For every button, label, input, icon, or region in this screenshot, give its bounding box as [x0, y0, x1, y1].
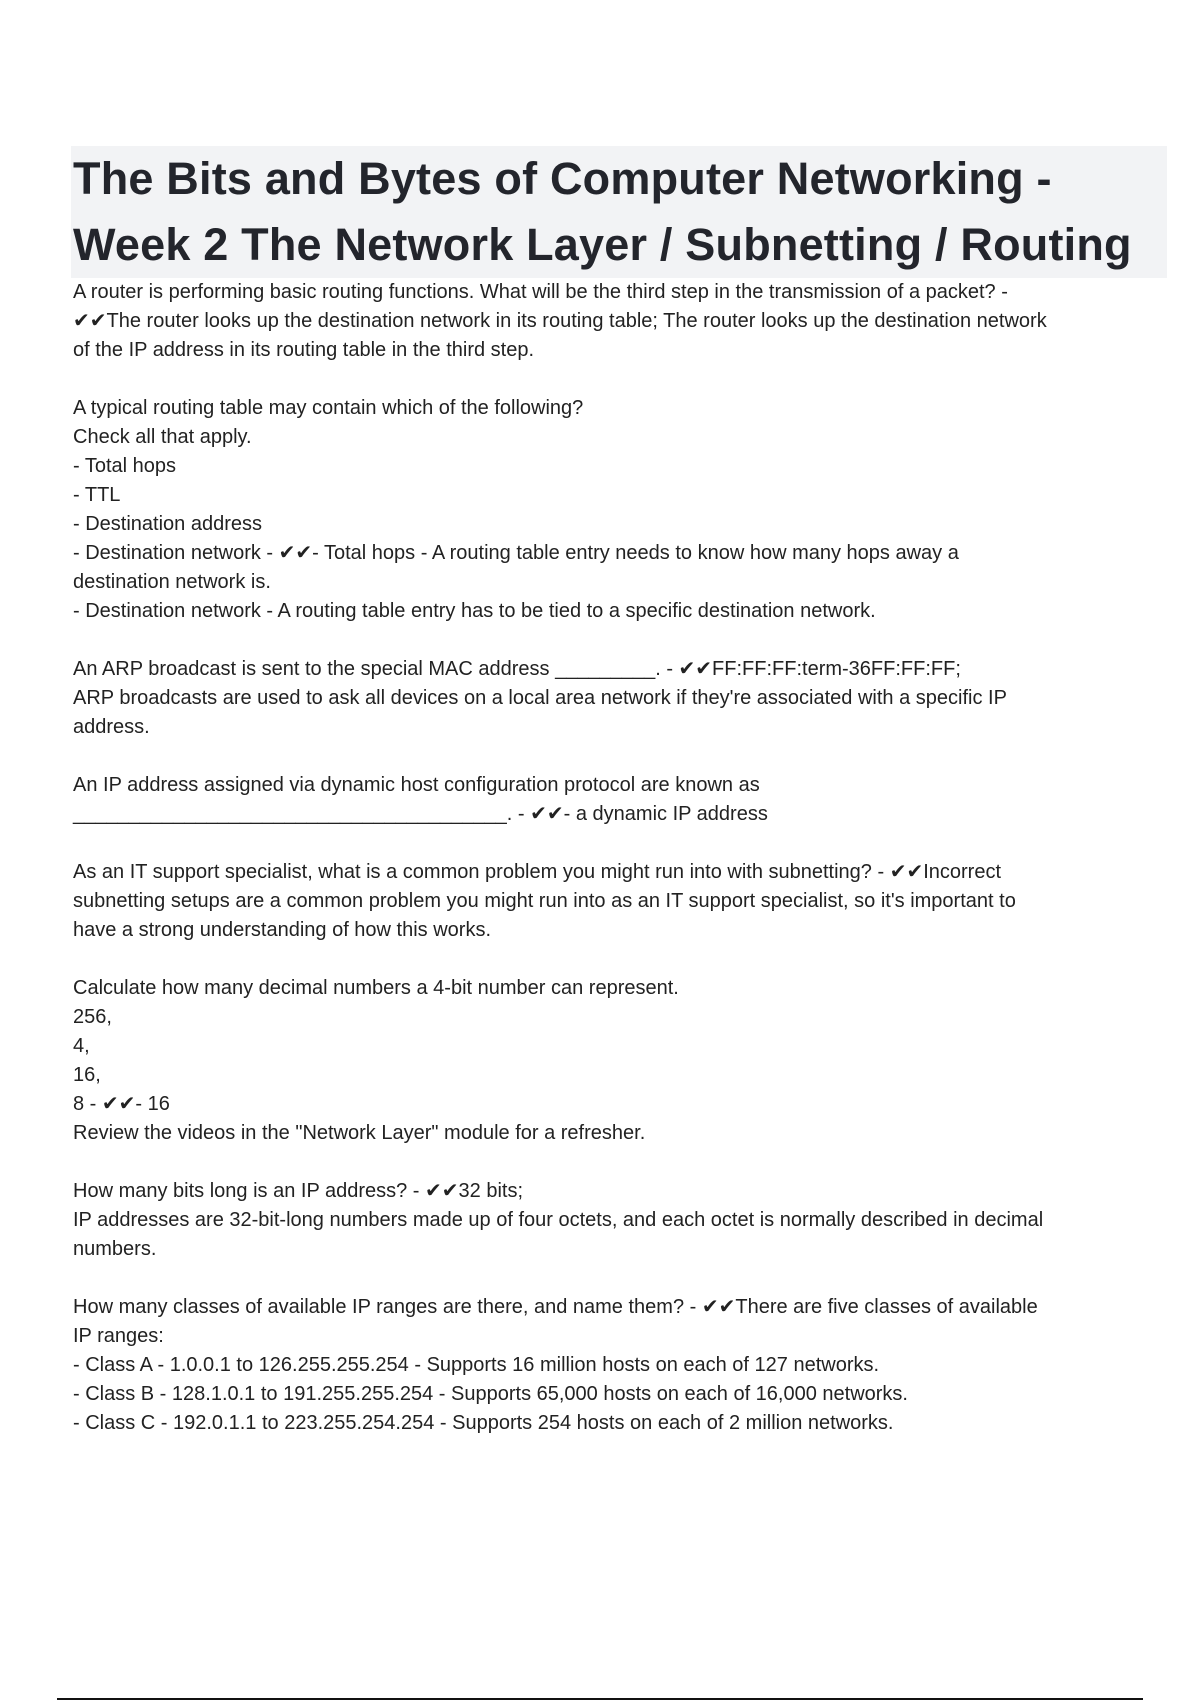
answer-text: address. — [73, 716, 150, 738]
answer-text: destination network is. — [73, 571, 271, 593]
question-text: How many bits long is an IP address? - ✔✔32 bits; — [73, 1180, 524, 1202]
qa-item-dhcp — [73, 771, 1165, 829]
title-block — [71, 146, 1167, 278]
option-text: 256, — [73, 1006, 112, 1028]
answer-text: ✔✔The router looks up the destination network in its routing table; The router looks up the destination network — [73, 310, 1047, 332]
answer-text: ARP broadcasts are used to ask all devices on a local area network if they're associated with a specific IP — [73, 687, 1007, 709]
answer-text: numbers. — [73, 1238, 157, 1260]
document-title — [73, 146, 1165, 278]
question-text: As an IT support specialist, what is a common problem you might run into with subnetting? - ✔✔Incorrect — [73, 861, 1002, 883]
answer-text: - Class B - 128.1.0.1 to 191.255.255.254 - Supports 65,000 hosts on each of 16,000 networks. — [73, 1383, 908, 1405]
qa-item-arp-broadcast — [73, 655, 1165, 742]
answer-text: - Class A - 1.0.0.1 to 126.255.255.254 - Supports 16 million hosts on each of 127 networks. — [73, 1354, 880, 1376]
answer-text: IP ranges: — [73, 1325, 164, 1347]
title-line-2: Week 2 The Network Layer / Subnetting / Routing — [73, 219, 1132, 270]
answer-text: of the IP address in its routing table in the third step. — [73, 339, 535, 361]
answer-text: subnetting setups are a common problem you might run into as an IT support specialist, so it's important to — [73, 890, 1016, 912]
qa-item-4-bit — [73, 974, 1165, 1148]
question-text: An IP address assigned via dynamic host configuration protocol are known as — [73, 774, 760, 796]
option-text: - TTL — [73, 484, 121, 506]
qa-item-subnetting-problem — [73, 858, 1165, 945]
question-text: Check all that apply. — [73, 426, 252, 448]
document-page — [73, 146, 1165, 1467]
qa-item-ip-classes — [73, 1293, 1165, 1438]
question-text: Calculate how many decimal numbers a 4-bit number can represent. — [73, 977, 679, 999]
answer-text: have a strong understanding of how this works. — [73, 919, 492, 941]
question-text: A typical routing table may contain which of the following? — [73, 397, 584, 419]
answer-text: _______________________________________. - ✔✔- a dynamic IP address — [73, 803, 768, 825]
answer-text: - Destination network - ✔✔- Total hops - A routing table entry needs to know how many hops away a — [73, 542, 959, 564]
qa-item-routing-table — [73, 394, 1165, 626]
answer-text: - Destination network - A routing table entry has to be tied to a specific destination network. — [73, 600, 876, 622]
answer-text: Review the videos in the "Network Layer" module for a refresher. — [73, 1122, 646, 1144]
question-text: A router is performing basic routing functions. What will be the third step in the transmission of a packet? - — [73, 281, 1008, 303]
option-text: 16, — [73, 1064, 101, 1086]
answer-text: 8 - ✔✔- 16 — [73, 1093, 170, 1115]
option-text: 4, — [73, 1035, 90, 1057]
document-body — [73, 278, 1165, 1438]
question-text: How many classes of available IP ranges are there, and name them? - ✔✔There are five classes of available — [73, 1296, 1038, 1318]
option-text: - Total hops — [73, 455, 177, 477]
title-line-1: The Bits and Bytes of Computer Networking - — [73, 153, 1052, 204]
qa-item-ip-bits — [73, 1177, 1165, 1264]
answer-text: IP addresses are 32-bit-long numbers made up of four octets, and each octet is normally described in decimal — [73, 1209, 1044, 1231]
question-text: An ARP broadcast is sent to the special MAC address _________. - ✔✔FF:FF:FF:term-36FF:FF:FF; — [73, 658, 961, 680]
qa-item-routing-step — [73, 278, 1165, 365]
answer-text: - Class C - 192.0.1.1 to 223.255.254.254 - Supports 254 hosts on each of 2 million networks. — [73, 1412, 894, 1434]
option-text: - Destination address — [73, 513, 262, 535]
